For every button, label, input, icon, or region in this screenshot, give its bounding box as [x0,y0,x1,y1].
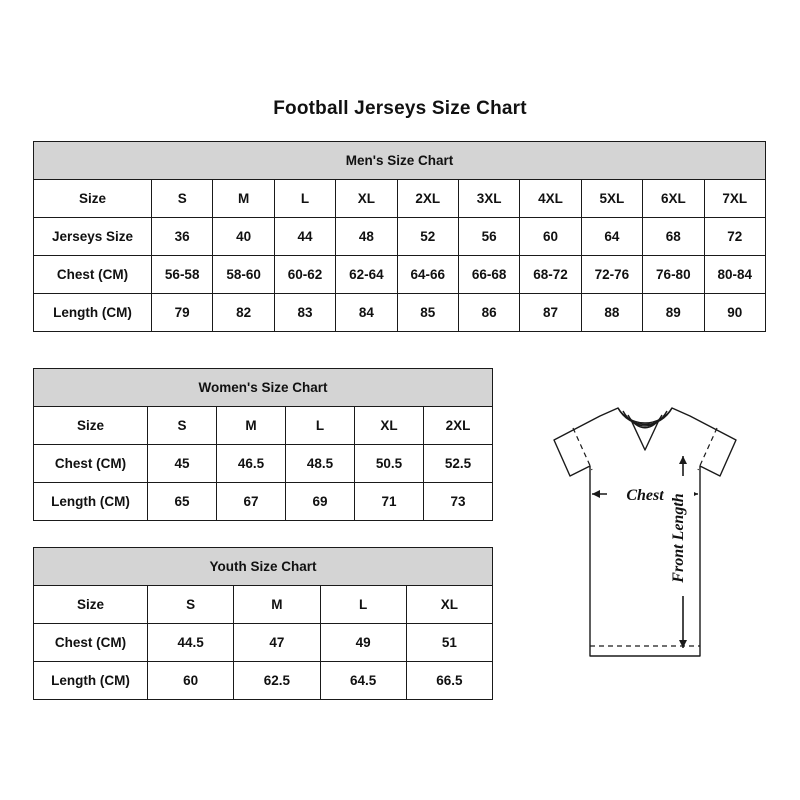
table-header-row [34,407,493,445]
table-cell: 67 [217,483,286,521]
t-shirt-measurement-diagram [500,398,790,698]
table-cell: 83 [274,294,335,332]
column-header: 7XL [704,180,765,218]
column-header: 2XL [397,180,458,218]
table-row [34,662,493,700]
table-cell: 44 [274,218,335,256]
table-cell: 87 [520,294,581,332]
table-cell: 60 [520,218,581,256]
table-cell: 64.5 [320,662,406,700]
table-cell: 48 [336,218,397,256]
table-cell: 66.5 [406,662,492,700]
table-caption-row [34,369,493,407]
row-label: Length (CM) [34,483,148,521]
row-label: Length (CM) [34,662,148,700]
column-header: Size [34,407,148,445]
table-caption-row [34,548,493,586]
page-title: Football Jerseys Size Chart [273,98,527,119]
table-cell: 62-64 [336,256,397,294]
table-cell: 48.5 [286,445,355,483]
table-cell: 60 [148,662,234,700]
column-header: L [320,586,406,624]
table-cell: 49 [320,624,406,662]
table-row [34,483,493,521]
table-cell: 64 [581,218,642,256]
table-caption-row [34,142,766,180]
chest-label: Chest [626,487,664,504]
row-label: Jerseys Size [34,218,152,256]
table-cell: 52.5 [424,445,493,483]
front-length-label: Front Length [670,493,687,583]
table-cell: 62.5 [234,662,320,700]
mens-table-title: Men's Size Chart [34,142,766,180]
column-header: Size [34,180,152,218]
front-length-arrow-bottom [679,640,687,648]
youth-size-chart [33,547,493,700]
column-header: M [217,407,286,445]
table-cell: 90 [704,294,765,332]
column-header: L [286,407,355,445]
column-header: 3XL [458,180,519,218]
table-cell: 60-62 [274,256,335,294]
table-row [34,218,766,256]
table-cell: 40 [213,218,274,256]
table-row [34,624,493,662]
column-header: XL [406,586,492,624]
table-cell: 66-68 [458,256,519,294]
column-header: S [152,180,213,218]
table-cell: 73 [424,483,493,521]
mens-size-chart [33,141,766,332]
table-header-row [34,180,766,218]
table-cell: 46.5 [217,445,286,483]
womens-size-chart [33,368,493,521]
column-header: S [148,586,234,624]
row-label: Chest (CM) [34,624,148,662]
table-cell: 69 [286,483,355,521]
column-header: L [274,180,335,218]
table-cell: 56 [458,218,519,256]
table-cell: 45 [148,445,217,483]
right-sleeve-dash [698,428,717,470]
table-cell: 80-84 [704,256,765,294]
column-header: M [213,180,274,218]
youth-table-title: Youth Size Chart [34,548,493,586]
row-label: Length (CM) [34,294,152,332]
row-label: Chest (CM) [34,256,152,294]
table-cell: 89 [643,294,704,332]
table-cell: 72 [704,218,765,256]
table-cell: 56-58 [152,256,213,294]
table-cell: 76-80 [643,256,704,294]
table-cell: 68 [643,218,704,256]
column-header: 4XL [520,180,581,218]
table-cell: 44.5 [148,624,234,662]
womens-table-title: Women's Size Chart [34,369,493,407]
table-cell: 64-66 [397,256,458,294]
column-header: 5XL [581,180,642,218]
table-cell: 52 [397,218,458,256]
table-cell: 50.5 [355,445,424,483]
column-header: S [148,407,217,445]
table-cell: 65 [148,483,217,521]
row-label: Chest (CM) [34,445,148,483]
table-cell: 51 [406,624,492,662]
table-cell: 79 [152,294,213,332]
table-cell: 36 [152,218,213,256]
column-header: XL [336,180,397,218]
column-header: 6XL [643,180,704,218]
table-cell: 84 [336,294,397,332]
column-header: XL [355,407,424,445]
table-row [34,445,493,483]
table-cell: 85 [397,294,458,332]
column-header: Size [34,586,148,624]
column-header: M [234,586,320,624]
left-sleeve-dash [573,428,592,470]
table-cell: 88 [581,294,642,332]
table-cell: 82 [213,294,274,332]
table-cell: 47 [234,624,320,662]
table-cell: 72-76 [581,256,642,294]
table-cell: 68-72 [520,256,581,294]
table-cell: 71 [355,483,424,521]
table-cell: 58-60 [213,256,274,294]
table-cell: 86 [458,294,519,332]
youth-size-table [33,547,493,700]
mens-size-table [33,141,766,332]
chest-arrow-left [592,490,600,498]
womens-size-table [33,368,493,521]
front-length-arrow-top [679,456,687,464]
table-header-row [34,586,493,624]
table-row [34,256,766,294]
table-row [34,294,766,332]
column-header: 2XL [424,407,493,445]
